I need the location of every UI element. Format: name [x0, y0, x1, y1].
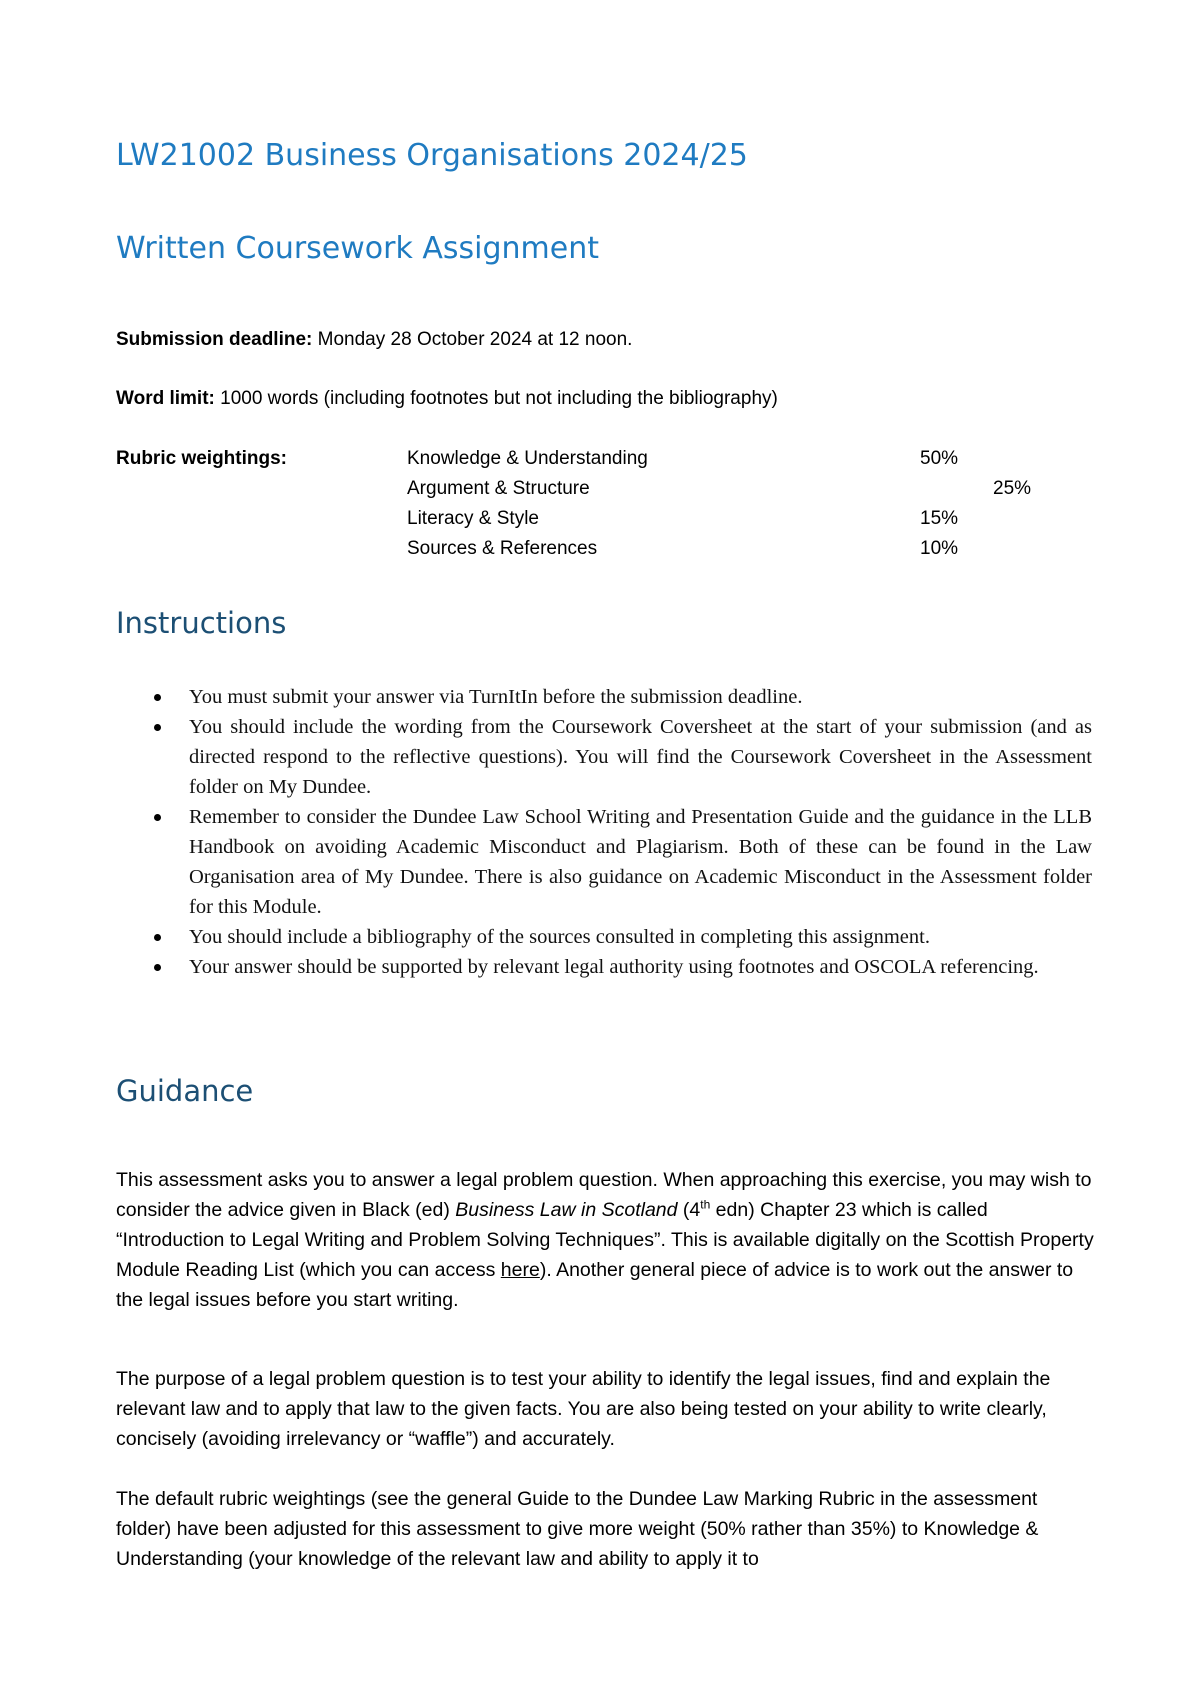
guidance-paragraph-2: The purpose of a legal problem question is to test your ability to identify the legal issues, find and explain the relevant law and to apply that law to the given facts. You are also being tested on your ability to write clearly, concisely (avoiding irrelevancy or “waffle”) and accurately.: [116, 1368, 1051, 1450]
word-limit-value: 1000 words (including footnotes but not including the bibliography): [214, 388, 778, 409]
list-item: You must submit your answer via TurnItIn before the submission deadline.: [116, 682, 1092, 712]
guidance-heading: Guidance: [116, 1074, 254, 1108]
submission-deadline-label: Submission deadline:: [116, 329, 313, 350]
rubric-row-name: Knowledge & Understanding: [407, 448, 648, 469]
bullet-icon: [154, 724, 161, 731]
rubric-row-name: Argument & Structure: [407, 478, 590, 499]
instructions-heading: Instructions: [116, 606, 287, 640]
rubric-row-value: 15%: [920, 508, 959, 529]
word-limit: [116, 384, 778, 414]
book-title: Business Law in Scotland: [455, 1199, 678, 1221]
guidance-paragraph-3: The default rubric weightings (see the general Guide to the Dundee Law Marking Rubric in the assessment folder) have been adjusted for this assessment to give more weight (50% rather than 35%) to Knowledge & Understanding (your knowledge of the relevant law and ability to apply it to: [116, 1488, 1039, 1570]
bullet-icon: [154, 694, 161, 701]
bullet-icon: [154, 964, 161, 971]
rubric-row-value: 50%: [920, 448, 959, 469]
document-subtitle: Written Coursework Assignment: [116, 231, 600, 266]
rubric-label: Rubric weightings:: [116, 448, 287, 469]
list-item: Remember to consider the Dundee Law School Writing and Presentation Guide and the guidance in the LLB Handbook on avoiding Academic Misconduct and Plagiarism. Both of these can be found in the Law Organisation area of My Dundee. There is also guidance on Academic Misconduct in the Assessment folder for this Module.: [116, 802, 1092, 922]
rubric-row-name: Literacy & Style: [407, 508, 539, 529]
rubric-row-name: Sources & References: [407, 538, 598, 559]
word-limit-label: Word limit:: [116, 388, 215, 409]
list-item: Your answer should be supported by relevant legal authority using footnotes and OSCOLA referencing.: [116, 952, 1092, 982]
list-item: You should include a bibliography of the sources consulted in completing this assignment.: [116, 922, 1092, 952]
submission-deadline-value: Monday 28 October 2024 at 12 noon.: [312, 329, 633, 350]
document-title: LW21002 Business Organisations 2024/25: [116, 138, 748, 173]
rubric-row-value: 25%: [993, 478, 1032, 499]
submission-deadline: [116, 325, 632, 355]
list-item: You should include the wording from the Coursework Coversheet at the start of your submission (and as directed respond to the reflective questions). You will find the Coursework Coversheet in the Assessment folder on My Dundee.: [116, 712, 1092, 802]
rubric-row-value: 10%: [920, 538, 959, 559]
bullet-icon: [154, 934, 161, 941]
guidance-paragraph-1: This assessment asks you to answer a legal problem question. When approaching this exercise, you may wish to consider the advice given in Black (ed) Business Law in Scotland (4th edn) Chapter 23 which is called “Introduction to Legal Writing and Problem Solving Techniques”. This is available digitally on the Scottish Property Module Reading List (which you can access here). Another general piece of advice is to work out the answer to the legal issues before you start writing.: [116, 1169, 1094, 1311]
bullet-icon: [154, 814, 161, 821]
instructions-list: [116, 682, 1092, 982]
reading-list-link[interactable]: here: [500, 1259, 540, 1281]
